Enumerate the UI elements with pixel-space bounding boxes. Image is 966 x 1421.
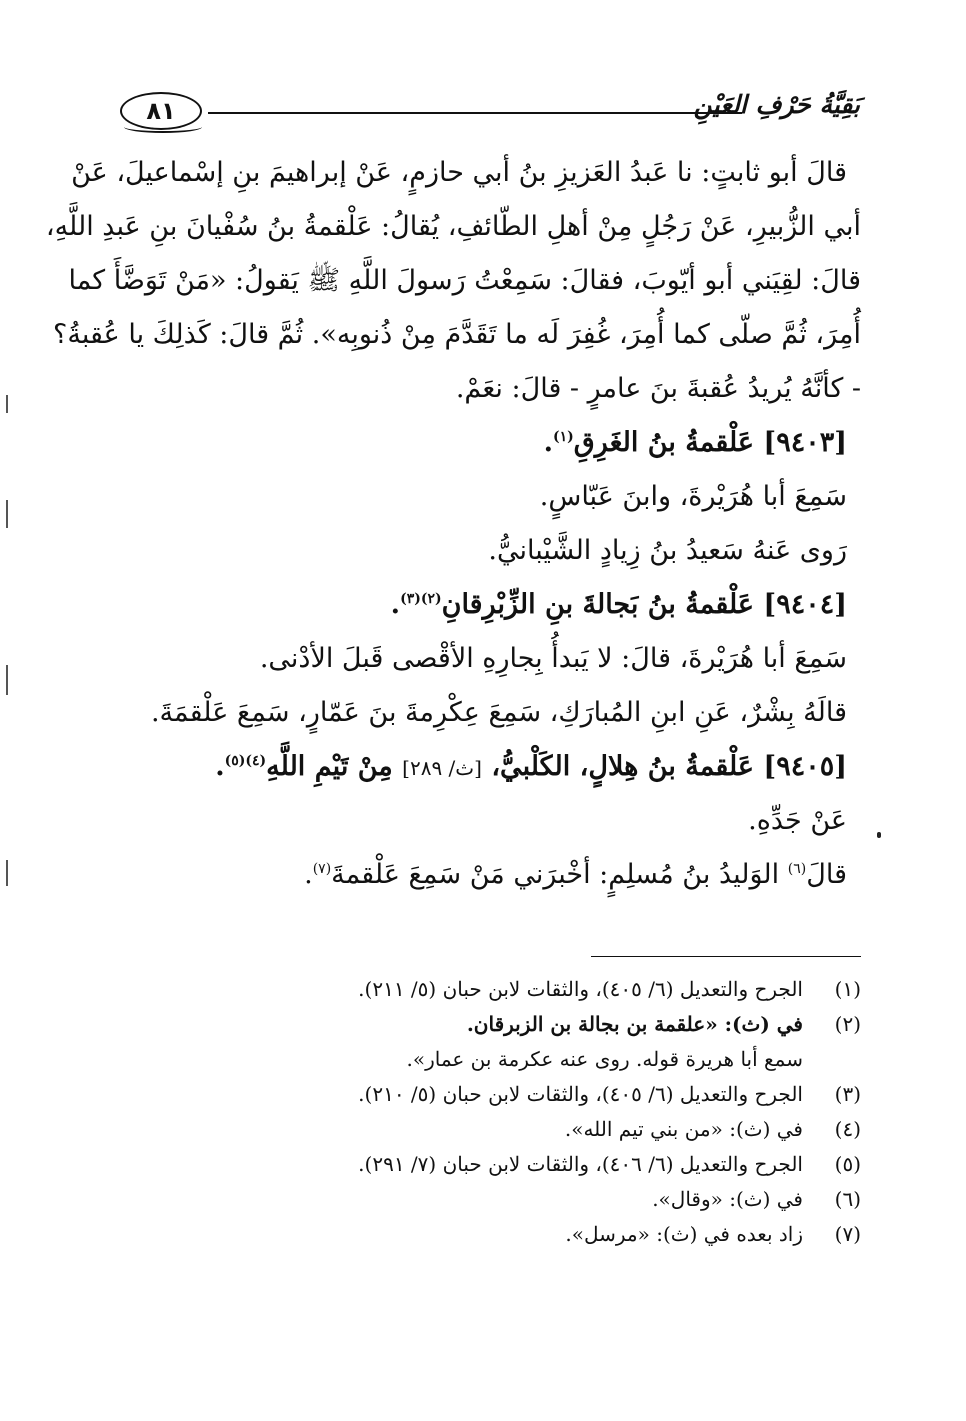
text-line: قالَ أبو ثابتٍ: نا عَبدُ العَزيزِ بنُ أبي حازمٍ، عَنْ إبراهيمَ بنِ إسْماعيلَ، عَنْ xyxy=(71,157,847,188)
footnote-text: زاد بعده في (ث): «مرسل». xyxy=(565,1222,803,1246)
footnote-number: (٦) xyxy=(834,1187,861,1211)
text-line: قالَ$^{(٦)}$ الوَليدُ بنُ مُسلِمٍ: أخْبرَني مَنْ سَمِعَ عَلْقمةَ$^{(٧)}$. xyxy=(304,859,847,890)
footnote-text: في (ث): «علقمة بن بجالة بن الزبرقان. xyxy=(466,1012,803,1036)
text-line: سَمِعَ أبا هُرَيْرةَ، قالَ: لا يَبدأُ بِجارِهِ الأقْصى قَبلَ الأدْنى. xyxy=(259,643,847,674)
text-line: عَنْ جَدِّهِ. xyxy=(748,805,847,836)
footnote-ref: (٤)(٥) xyxy=(224,753,267,769)
footnote-number: (١) xyxy=(834,977,861,1001)
footnote-number: (٥) xyxy=(834,1152,861,1176)
footnote-ref: (٢)(٣) xyxy=(400,591,442,607)
entry-heading-9404: [٩٤٠٤] عَلْقمةُ بنُ بَجالةَ بنِ الزِّبْرِقانِ$^{(٢)(٣)}$. xyxy=(390,589,847,620)
footnote-item xyxy=(180,1182,861,1217)
page-header xyxy=(120,88,860,138)
footnotes xyxy=(180,972,861,1252)
entry-heading-text: [٩٤٠٥] عَلْقمةُ بنُ هِلالٍ، الكَلْبيُّ، xyxy=(491,751,847,782)
footnote-number: (٢) xyxy=(834,1012,861,1036)
scan-mark xyxy=(6,395,8,413)
entry-heading-text: [٩٤٠٣] عَلْقمةُ بنُ الغَرِقِ xyxy=(573,427,847,458)
footnote-text: في (ث): «من بني تيم الله». xyxy=(564,1117,803,1141)
manuscript-ref: [ث/ ٢٨٩] xyxy=(402,756,482,780)
header-rule xyxy=(208,112,742,114)
entry-heading-9405: [٩٤٠٥] عَلْقمةُ بنُ هِلالٍ، الكَلْبيُّ، [ث/ ٢٨٩] مِنْ تَيْمِ اللَّهِ$^{(٤)(٥)}$. xyxy=(215,751,847,782)
footnote-ref: (٧) xyxy=(312,861,332,877)
footnote-text: الجرح والتعديل (٦/ ٤٠٥)، والثقات لابن حبان (٥/ ٢١١). xyxy=(358,977,803,1001)
footnote-item xyxy=(180,1077,861,1112)
footnote-text: سمع أبا هريرة قوله. روى عنه عكرمة بن عمار». xyxy=(406,1047,803,1071)
page-number: ٨١ xyxy=(146,97,176,125)
footnote-text: الجرح والتعديل (٦/ ٤٠٥)، والثقات لابن حبان (٥/ ٢١٠). xyxy=(358,1082,803,1106)
text-line: - كأنَّهُ يُريدُ عُقبةَ بنَ عامرٍ - قالَ: نعَمْ. xyxy=(455,373,861,404)
text-line: قالَهُ بِشْرٌ، عَنِ ابنِ المُبارَكِ، سَمِعَ عِكْرِمةَ بنَ عَمّارٍ، سَمِعَ عَلْقمَةَ. xyxy=(150,697,847,728)
footnote-number: (٤) xyxy=(834,1117,861,1141)
scan-dot xyxy=(877,832,881,838)
entry-heading-text: [٩٤٠٤] عَلْقمةُ بنُ بَجالةَ بنِ الزِّبْرِقانِ xyxy=(441,589,847,620)
page-number-badge xyxy=(120,92,202,130)
running-title: بَقِيَّةُ حَرْفِ العَيْنِ xyxy=(693,90,860,119)
footnote-item xyxy=(180,1147,861,1182)
footnote-ref: (٦) xyxy=(787,861,807,877)
scan-mark xyxy=(6,860,8,886)
footnote-number: (٣) xyxy=(834,1082,861,1106)
text-line: رَوى عَنهُ سَعيدُ بنُ زِيادٍ الشَّيْبانيُّ. xyxy=(488,535,847,566)
entry-heading-tail: مِنْ تَيْمِ اللَّهِ xyxy=(266,751,393,782)
scan-mark xyxy=(6,665,8,695)
text-line: أبي الزُّبيرِ، عَنْ رَجُلٍ مِنْ أهلِ الطّائفِ، يُقالُ: عَلْقمةُ بنُ سُفْيانَ بنِ عَبدِ اللَّهِ، xyxy=(45,211,861,242)
text-line: سَمِعَ أبا هُرَيْرةَ، وابنَ عَبّاسٍ. xyxy=(539,481,847,512)
footnote-text: الجرح والتعديل (٦/ ٤٠٦)، والثقات لابن حبان (٧/ ٢٩١). xyxy=(358,1152,803,1176)
footnote-item xyxy=(180,1007,861,1042)
text-line: أُمِرَ، ثُمَّ صلّى كما أُمِرَ، غُفِرَ لَه ما تَقَدَّمَ مِنْ ذُنوبِه». ثُمَّ قالَ: كَذلِكَ يا عُقبةُ؟ xyxy=(53,319,861,350)
main-text xyxy=(45,146,861,902)
text-line: قالَ: لقِيَني أبو أيّوبَ، فقالَ: سَمِعْتُ رَسولَ اللَّهِ ﷺ يَقولُ: «مَنْ تَوَضَّأَ كما xyxy=(68,265,861,296)
footnote-ref: (١) xyxy=(552,429,574,445)
footnote-item xyxy=(180,1217,861,1252)
entry-heading-9403: [٩٤٠٣] عَلْقمةُ بنُ الغَرِقِ$^{(١)}$. xyxy=(543,427,847,458)
footnote-continuation xyxy=(180,1042,861,1077)
footnote-item xyxy=(180,1112,861,1147)
footnote-number: (٧) xyxy=(834,1222,861,1246)
footnote-item xyxy=(180,972,861,1007)
footnote-separator xyxy=(591,956,861,957)
scan-mark xyxy=(6,500,8,528)
footnote-text: في (ث): «وقال». xyxy=(652,1187,803,1211)
